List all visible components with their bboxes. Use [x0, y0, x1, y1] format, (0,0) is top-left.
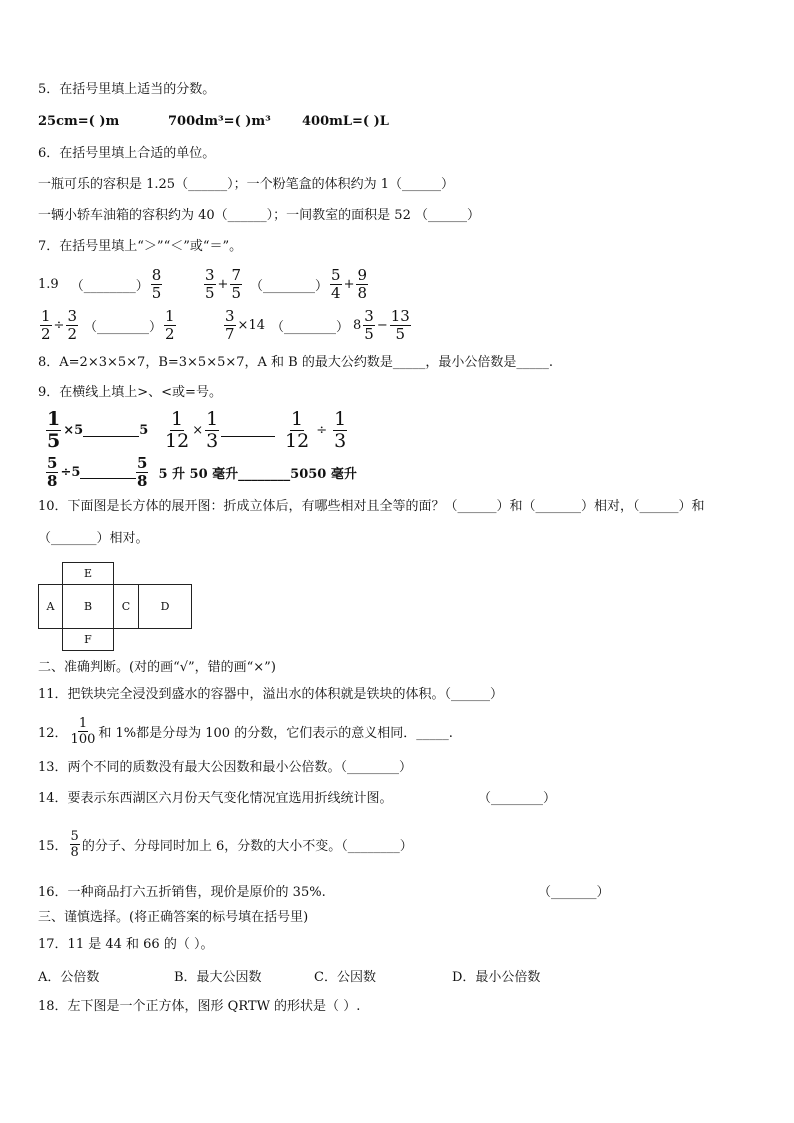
fraction: $\frac{3}{5}$ — [364, 306, 374, 343]
operator: ÷ — [53, 317, 65, 333]
fraction: $\frac{1}{3}$ — [206, 407, 219, 452]
operator: ÷ — [316, 422, 328, 438]
fraction: $\frac{1}{12}$ — [165, 407, 190, 452]
face-b: B — [62, 584, 114, 629]
fraction: $\frac{1}{2}$ — [41, 306, 51, 343]
fraction: $\frac{5}{8}$ — [137, 453, 148, 490]
whole-number: 8 — [353, 317, 362, 333]
face-a: A — [38, 584, 63, 629]
operator: × — [192, 422, 204, 438]
fraction: $\frac{3}{2}$ — [67, 306, 77, 343]
operator: + — [343, 276, 355, 292]
q12 — [38, 713, 453, 749]
operator: ×14 — [237, 317, 265, 333]
fraction: $\frac{13}{5}$ — [390, 306, 410, 343]
q6-line2: 一辆小轿车油箱的容积约为 40（______）；一间教室的面积是 52 （______） — [38, 208, 480, 223]
q14-text: 14．要表示东西湖区六月份天气变化情况宜选用折线统计图。 — [38, 791, 393, 806]
q6-line1: 一瓶可乐的容积是 1.25（______）；一个粉笔盒的体积约为 1（______） — [38, 177, 454, 192]
fraction: $\frac{1}{12}$ — [285, 407, 310, 452]
operator: ×5 — [63, 422, 84, 438]
fraction: $\frac{1}{5}$ — [47, 407, 61, 452]
operator: + — [217, 276, 229, 292]
fraction: $\frac{1}{100}$ — [70, 715, 96, 747]
answer-line — [83, 424, 139, 437]
q5-part1: 25cm=( )m — [38, 114, 120, 129]
q15-prefix: 15． — [38, 838, 68, 854]
fraction: $\frac{3}{7}$ — [225, 306, 235, 343]
q9-title: 9．在横线上填上>、<或=号。 — [38, 385, 222, 400]
q10-line2: （_______）相对。 — [38, 531, 149, 546]
q5-title: 5．在括号里填上适当的分数。 — [38, 82, 216, 97]
q8-text: 8．A=2×3×5×7，B=3×5×5×7，A 和 B 的最大公约数是_____，最小公倍数是_____. — [38, 355, 553, 370]
fraction: $\frac{5}{8}$ — [70, 828, 79, 860]
q7-title: 7．在括号里填上“＞”“＜”或“＝”。 — [38, 239, 243, 254]
q5-part3: 400mL=( )L — [302, 114, 389, 129]
q17-option-d: D．最小公倍数 — [452, 970, 541, 985]
face-c: C — [113, 584, 139, 629]
q7-r1a-left: 1.9 — [38, 276, 59, 292]
q16-blank: （_______） — [538, 885, 610, 900]
q17-text: 17．11 是 44 和 66 的（ ）。 — [38, 937, 214, 952]
q7-blank: （________） — [270, 319, 349, 335]
q6-title: 6．在括号里填上合适的单位。 — [38, 146, 216, 161]
face-d: D — [138, 584, 192, 629]
q17-option-a: A．公倍数 — [38, 970, 100, 985]
section-2-title: 二、准确判断。(对的画“√”，错的画“×”) — [38, 660, 276, 675]
fraction: $\frac{5}{8}$ — [47, 453, 58, 490]
q7-row1-left — [38, 264, 164, 304]
fraction: $\frac{7}{5}$ — [231, 265, 241, 302]
q7-blank: （________） — [70, 278, 149, 294]
q12-text: 和 1%都是分母为 100 的分数，它们表示的意义相同．_____. — [98, 725, 453, 741]
face-e: E — [62, 562, 114, 585]
fraction: $\frac{1}{2}$ — [165, 306, 175, 343]
q9-f-text: 5 升 50 毫升________5050 毫升 — [158, 466, 357, 482]
operator: ÷5 — [60, 464, 81, 480]
q14-blank: （________） — [478, 791, 557, 806]
q7-blank: （________） — [84, 319, 163, 335]
value: 5 — [139, 422, 149, 438]
section-3-title: 三、谨慎选择。(将正确答案的标号填在括号里) — [38, 910, 309, 925]
operator: − — [376, 317, 388, 333]
q17-option-b: B．最大公因数 — [174, 970, 262, 985]
fraction: $\frac{5}{4}$ — [331, 265, 341, 302]
q15 — [38, 826, 413, 862]
q10-line1: 10．下面图是长方体的展开图：折成立体后，有哪些相对且全等的面？（______）和（_______）相对，（______）和 — [38, 499, 705, 514]
q7-row2-right — [222, 305, 413, 345]
fraction: $\frac{8}{5}$ — [151, 265, 162, 302]
q7-row2-left — [38, 305, 178, 345]
q9-c — [282, 407, 349, 453]
q11-text: 11．把铁块完全浸没到盛水的容器中，溢出水的体积就是铁块的体积。（______） — [38, 687, 504, 702]
q16-text: 16．一种商品打六五折销售，现价是原价的 35%. — [38, 885, 326, 900]
q9-b — [162, 407, 275, 453]
fraction: $\frac{3}{5}$ — [205, 265, 215, 302]
q15-text: 的分子、分母同时加上 6，分数的大小不变。（________） — [81, 838, 413, 854]
answer-line — [80, 466, 136, 479]
q7-row1-right — [202, 264, 370, 304]
fraction: $\frac{1}{3}$ — [334, 407, 347, 452]
q9-e — [134, 452, 357, 492]
q17-option-c: C．公因数 — [314, 970, 376, 985]
q12-prefix: 12． — [38, 725, 68, 741]
q9-a — [44, 407, 148, 453]
q18-text: 18．左下图是一个正方体，图形 QRTW 的形状是（ ）. — [38, 999, 361, 1014]
answer-line — [221, 424, 275, 437]
q7-blank: （________） — [250, 278, 329, 294]
q5-part2: 700dm³=( )m³ — [168, 114, 271, 129]
q9-d — [44, 452, 136, 492]
fraction: $\frac{9}{8}$ — [357, 265, 368, 302]
q13-text: 13．两个不同的质数没有最大公因数和最小公倍数。（________） — [38, 760, 413, 775]
face-f: F — [62, 628, 114, 651]
